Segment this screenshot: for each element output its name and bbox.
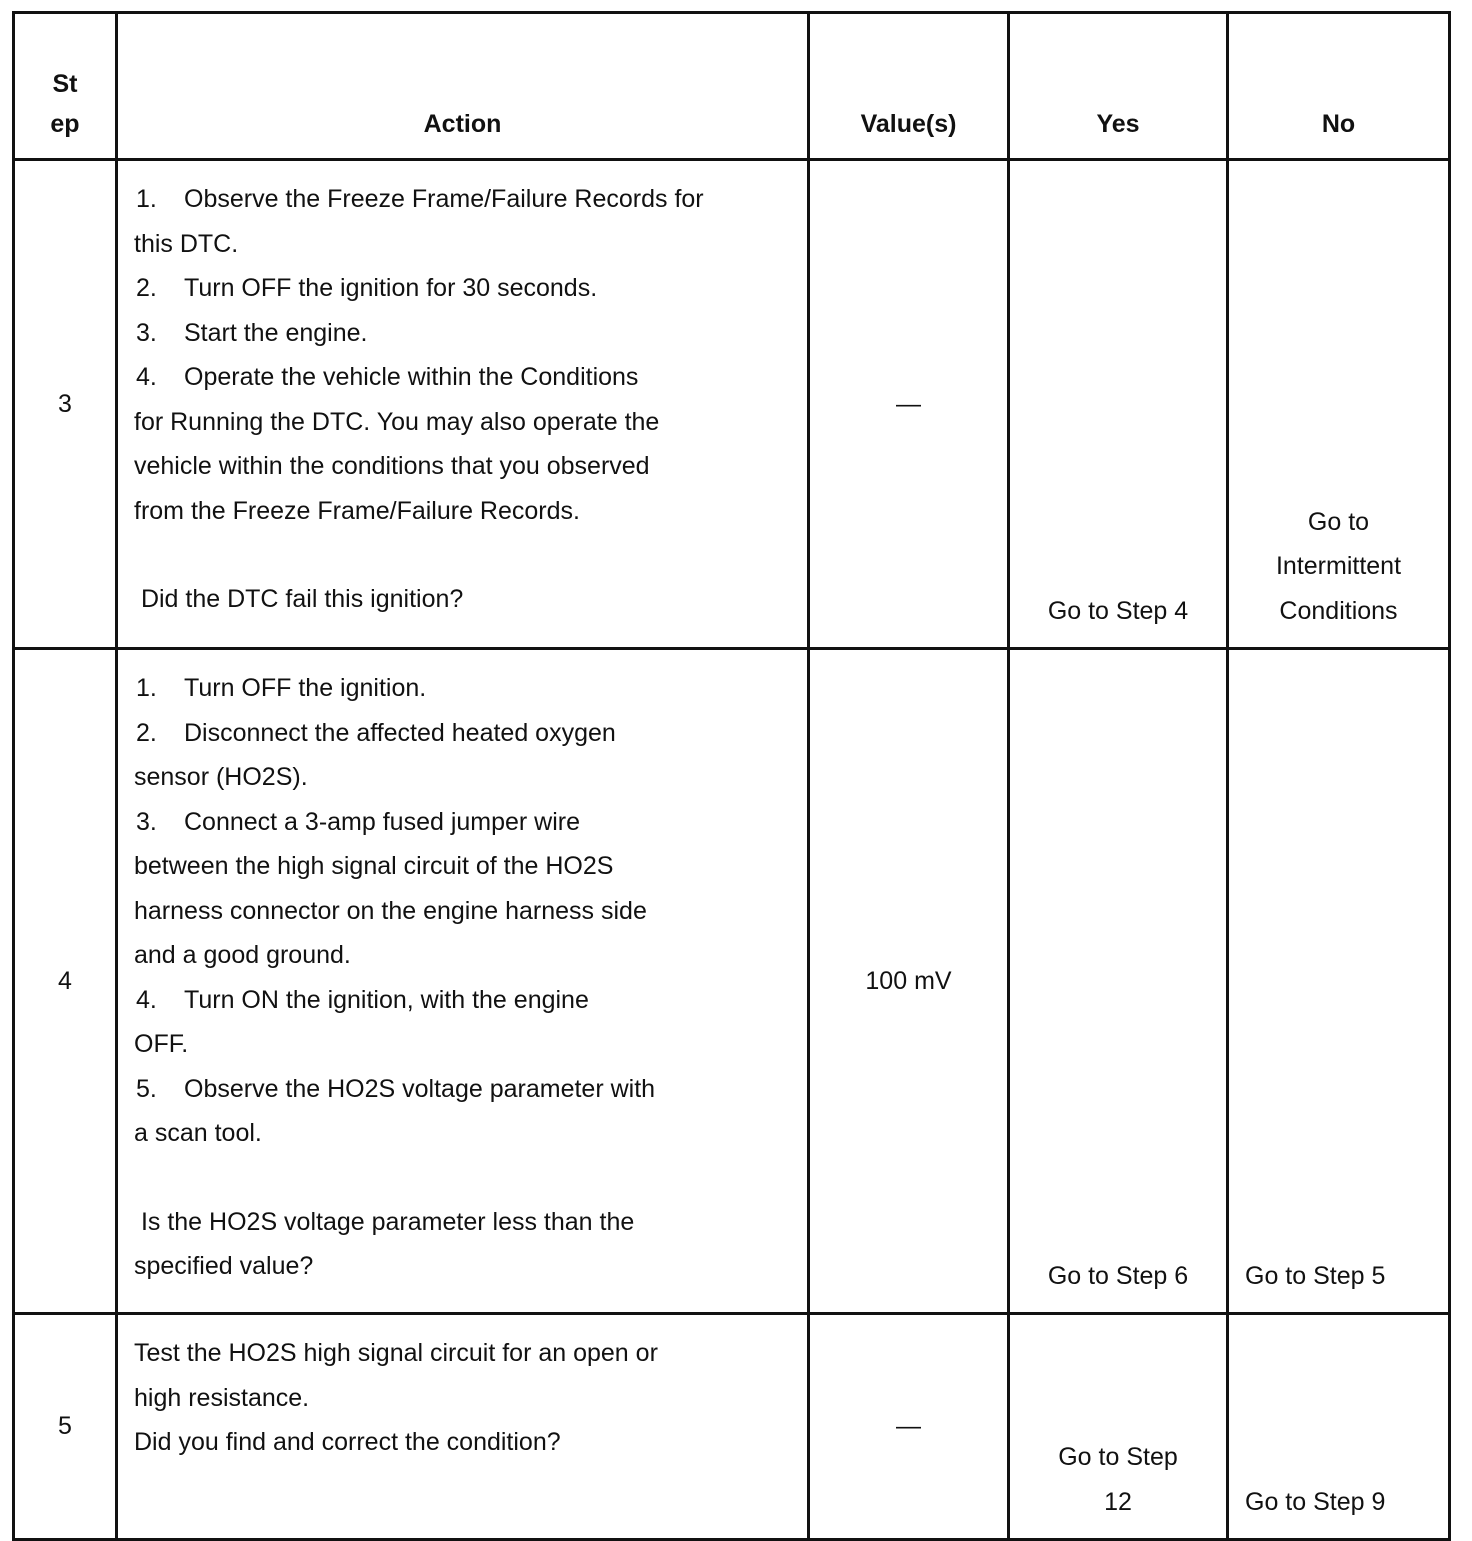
action-item-continuation: OFF. <box>134 1030 189 1058</box>
action-item <box>134 800 793 845</box>
action-cell <box>117 1314 809 1540</box>
action-item <box>134 266 793 311</box>
yes-cell <box>1009 1314 1228 1540</box>
diagnostic-table <box>12 11 1451 1541</box>
action-text: Test the HO2S high signal circuit for an open or high resistance. Did you find and correct the condition? <box>134 1339 658 1456</box>
action-item-continuation: a scan tool. <box>134 1119 262 1147</box>
action-cell <box>117 160 809 649</box>
action-item-number: 5. <box>136 1074 157 1103</box>
table-header-row <box>14 13 1450 160</box>
action-item-continuation: this DTC. <box>134 229 239 258</box>
step-number: 4 <box>14 649 117 1314</box>
value-cell: — <box>809 1314 1009 1540</box>
action-item-text: Observe the Freeze Frame/Failure Records for <box>184 185 704 213</box>
action-item-text: Turn OFF the ignition for 30 seconds. <box>184 274 598 302</box>
action-item-text: Observe the HO2S voltage parameter with <box>184 1074 656 1103</box>
action-item-continuation: between the high signal circuit of the HO2S harness connector on the engine harness side and a good ground. <box>134 852 647 969</box>
action-item-text: Turn ON the ignition, with the engine <box>184 985 589 1014</box>
value-cell: — <box>809 160 1009 649</box>
action-item-continuation: for Running the DTC. You may also operate the vehicle within the conditions that you observed from the Freeze Frame/Failure Records. <box>134 407 660 525</box>
action-item-text: Turn OFF the ignition. <box>184 674 427 702</box>
action-item-number: 4. <box>136 363 157 391</box>
action-item <box>134 978 793 1023</box>
yes-cell: Go to Step 4 <box>1009 160 1228 649</box>
action-item-number: 4. <box>136 985 157 1014</box>
action-item-number: 2. <box>136 718 157 747</box>
no-cell-text: Go to Intermittent Conditions <box>1275 507 1402 625</box>
action-question: Did the DTC fail this ignition? <box>134 585 464 613</box>
action-item <box>134 666 793 711</box>
action-item-continuation: sensor (HO2S). <box>134 763 308 791</box>
table-row-step-4 <box>14 649 1450 1314</box>
yes-cell: Go to Step 6 <box>1009 649 1228 1314</box>
action-cell <box>117 649 809 1314</box>
header-values: Value(s) <box>809 13 1009 160</box>
yes-cell-text: Go to Step 12 <box>1058 1443 1178 1516</box>
action-item-text: Operate the vehicle within the Conditions <box>184 363 639 391</box>
action-item-text: Start the engine. <box>184 318 368 347</box>
header-no: No <box>1228 13 1450 160</box>
table-row-step-5 <box>14 1314 1450 1540</box>
step-number: 5 <box>14 1314 117 1540</box>
action-item-text: Disconnect the affected heated oxygen <box>184 718 616 747</box>
header-step-label: St ep <box>50 70 80 138</box>
action-item-number: 2. <box>136 274 157 302</box>
action-item <box>134 711 793 756</box>
action-item <box>134 1067 793 1112</box>
value-cell: 100 mV <box>809 649 1009 1314</box>
action-item <box>134 177 793 222</box>
action-item-text: Connect a 3-amp fused jumper wire <box>184 807 581 836</box>
header-yes: Yes <box>1009 13 1228 160</box>
no-cell: Go to Step 5 <box>1228 649 1450 1314</box>
header-step <box>14 13 117 160</box>
action-item <box>134 311 793 356</box>
step-number: 3 <box>14 160 117 649</box>
action-item-number: 3. <box>136 807 157 836</box>
header-action: Action <box>117 13 809 160</box>
action-item-number: 3. <box>136 318 157 347</box>
action-item <box>134 355 793 400</box>
table-row-step-3 <box>14 160 1450 649</box>
no-cell: Go to Step 9 <box>1228 1314 1450 1540</box>
no-cell <box>1228 160 1450 649</box>
action-item-number: 1. <box>136 674 157 702</box>
action-question: Is the HO2S voltage parameter less than the specified value? <box>134 1207 635 1280</box>
action-item-number: 1. <box>136 185 157 213</box>
